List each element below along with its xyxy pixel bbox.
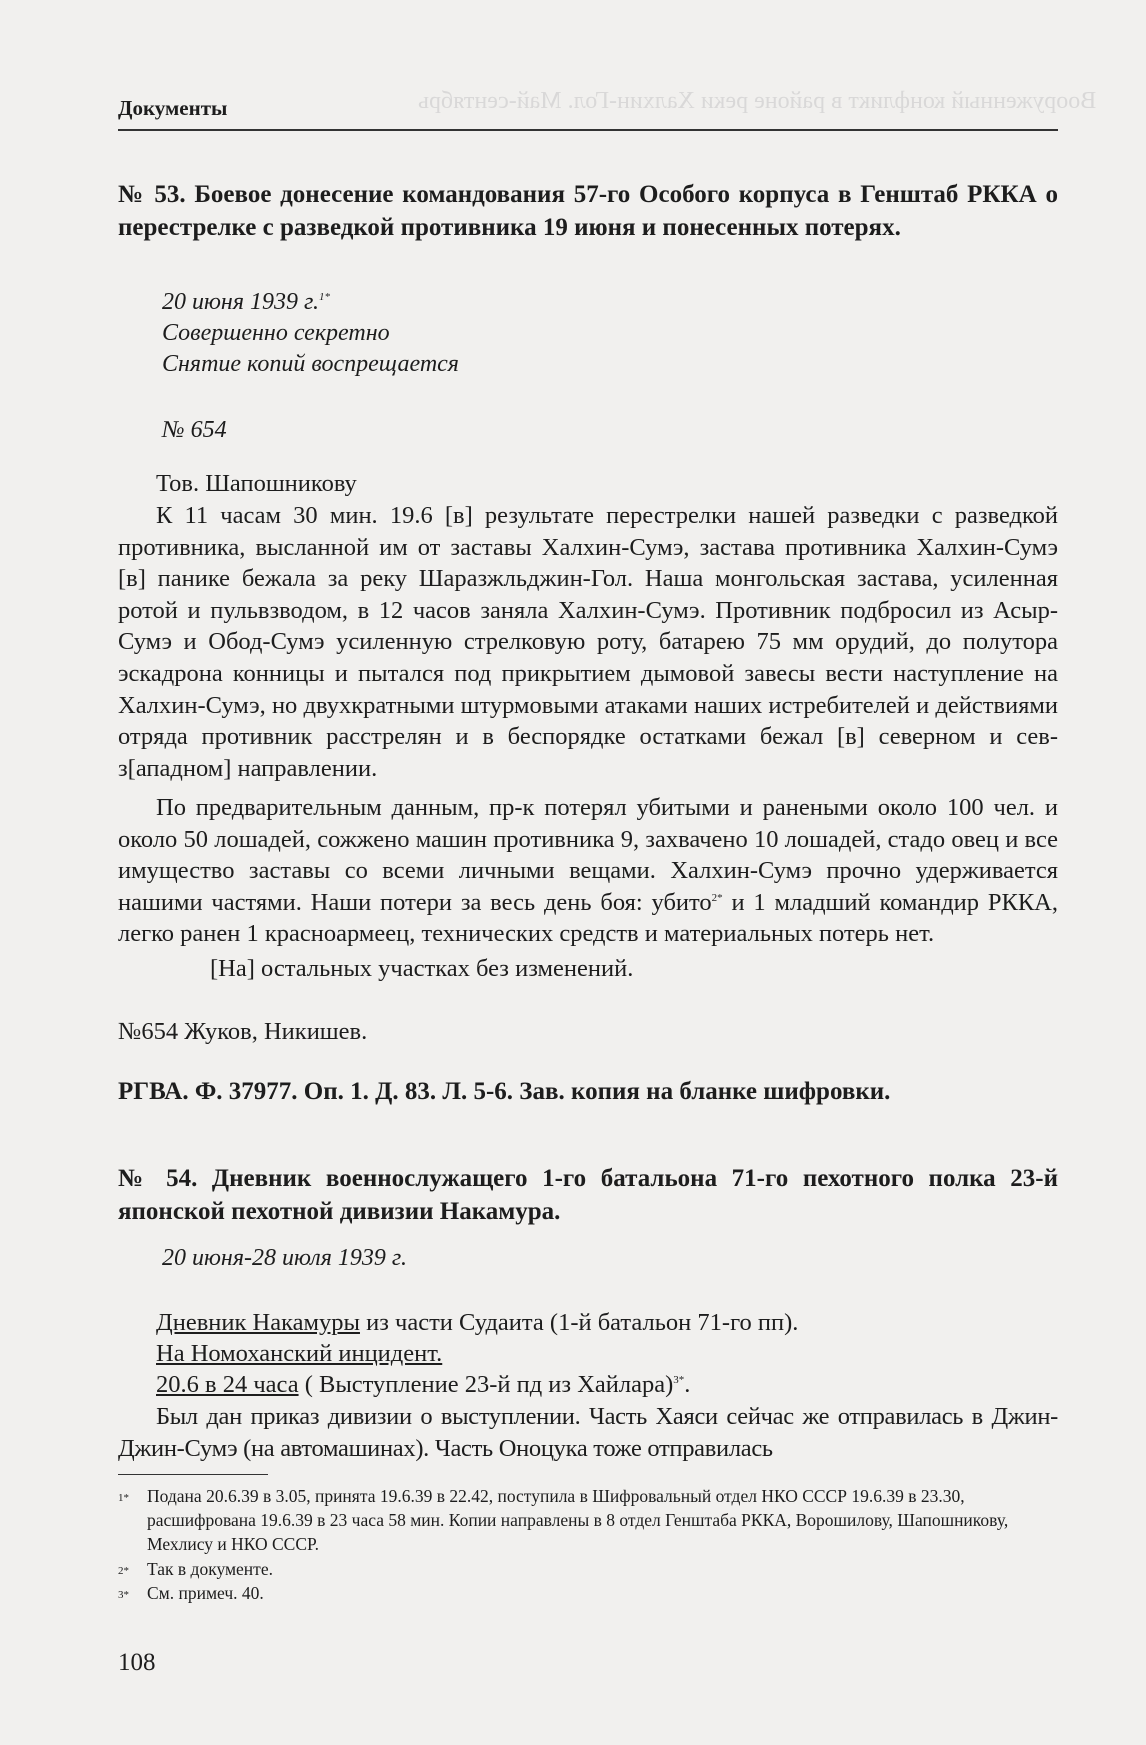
- bleed-through-text: Вооруженный конфликт в районе реки Халхин-Гол. Май-сентябрь: [418, 88, 1097, 114]
- doc53-number: № 654: [162, 417, 227, 443]
- doc54-line-2: На Номоханский инцидент.: [156, 1340, 443, 1367]
- doc53-addressee: Тов. Шапошникову: [156, 470, 357, 497]
- page-number: 108: [118, 1649, 156, 1676]
- footnote-1: 1* Подана 20.6.39 в 3.05, принята 19.6.39 в 22.42, поступила в Шифровальный отдел НКО СССР 19.6.39 в 23.30, расшифрована 19.6.39 в 23 часа 58 мин. Копии направлены в 8 отдел Генштаба РККА, Ворошилову, Шапошникову, Мехлису и НКО СССР.: [118, 1486, 1009, 1554]
- doc53-secret: Совершенно секретно: [162, 320, 390, 346]
- footnote-ref: 1*: [319, 291, 331, 303]
- doc53-paragraph-1: К 11 часам 30 мин. 19.6 [в] результате перестрелки нашей разведки с разведкой противника, высланной им от заставы Халхин-Сумэ, застава противника Халхин-Сумэ [в] панике бежала за реку Шаразжльджин-Гол. Наша монгольская застава, усиленная ротой и пульвзводом, в 12 часов заняла Халхин-Сумэ. Противник подбросил из Асыр-Сумэ и Обод-Сумэ усиленную стрелковую роту, батарею 75 мм орудий, до полутора эскадрона конницы и пытался под прикрытием дымовой завесы вести наступление на Халхин-Сумэ, но двухкратными штурмовыми атаками наших истребителей и действиями отряда противник расстрелян и в беспорядке остатками бежал [в] северном и сев-з[ападном] направлении.: [118, 502, 1058, 782]
- footnote-3: 3* См. примеч. 40.: [118, 1583, 264, 1603]
- document-page: [118, 0, 1097, 1745]
- doc54-date: 20 июня-28 июля 1939 г.: [162, 1245, 407, 1271]
- doc53-date: 20 июня 1939 г.$^{1*}$: [162, 289, 331, 315]
- doc53-signature: №654 Жуков, Никишев.: [118, 1018, 368, 1045]
- doc53-title: № 53. Боевое донесение командования 57-го Особого корпуса в Генштаб РККА о перестрелке с разведкой противника 19 июня и понесенных потерях.: [118, 181, 1058, 241]
- doc53-archive-reference: РГВА. Ф. 37977. Оп. 1. Д. 83. Л. 5-6. Зав. копия на бланке шифровки.: [118, 1078, 891, 1105]
- footnote-ref: 3*: [673, 1373, 685, 1386]
- doc53-paragraph-3: [На] остальных участках без изменений.: [210, 955, 634, 982]
- doc53-paragraph-2: По предварительным данным, пр-к потерял убитыми и ранеными около 100 чел. и около 50 лошадей, сожжено машин противника 9, захвачено 10 лошадей, стадо овец и все имущество заставы со всеми личными вещами. Халхин-Сумэ прочно удерживается нашими частями. Наши потери за весь день боя: убито$^{2*}$ и 1 младший командир РККА, легко ранен 1 красноармеец, технических средств и материальных потерь нет.: [118, 794, 1058, 948]
- doc54-line-1: Дневник Накамуры из части Судаита (1-й батальон 71-го пп).: [156, 1309, 799, 1336]
- doc53-no-copy: Снятие копий воспрещается: [162, 351, 459, 377]
- doc54-paragraph: Был дан приказ дивизии о выступлении. Часть Хаяси сейчас же отправилась в Джин-Джин-Сумэ (на автомашинах). Часть Оноцука тоже отправилась: [118, 1403, 1058, 1462]
- doc54-title: № 54. Дневник военнослужащего 1-го батальона 71-го пехотного полка 23-й японской пехотной дивизии Накамура.: [118, 1165, 1058, 1225]
- running-header: Документы: [118, 96, 1058, 131]
- footnote-rule: [118, 1474, 268, 1475]
- footnote-2: 2* Так в документе.: [118, 1559, 273, 1579]
- footnote-ref: 2*: [711, 891, 723, 904]
- doc54-line-3: 20.6 в 24 часа ( Выступление 23-й пд из Хайлара)$^{3*}$.: [156, 1371, 691, 1398]
